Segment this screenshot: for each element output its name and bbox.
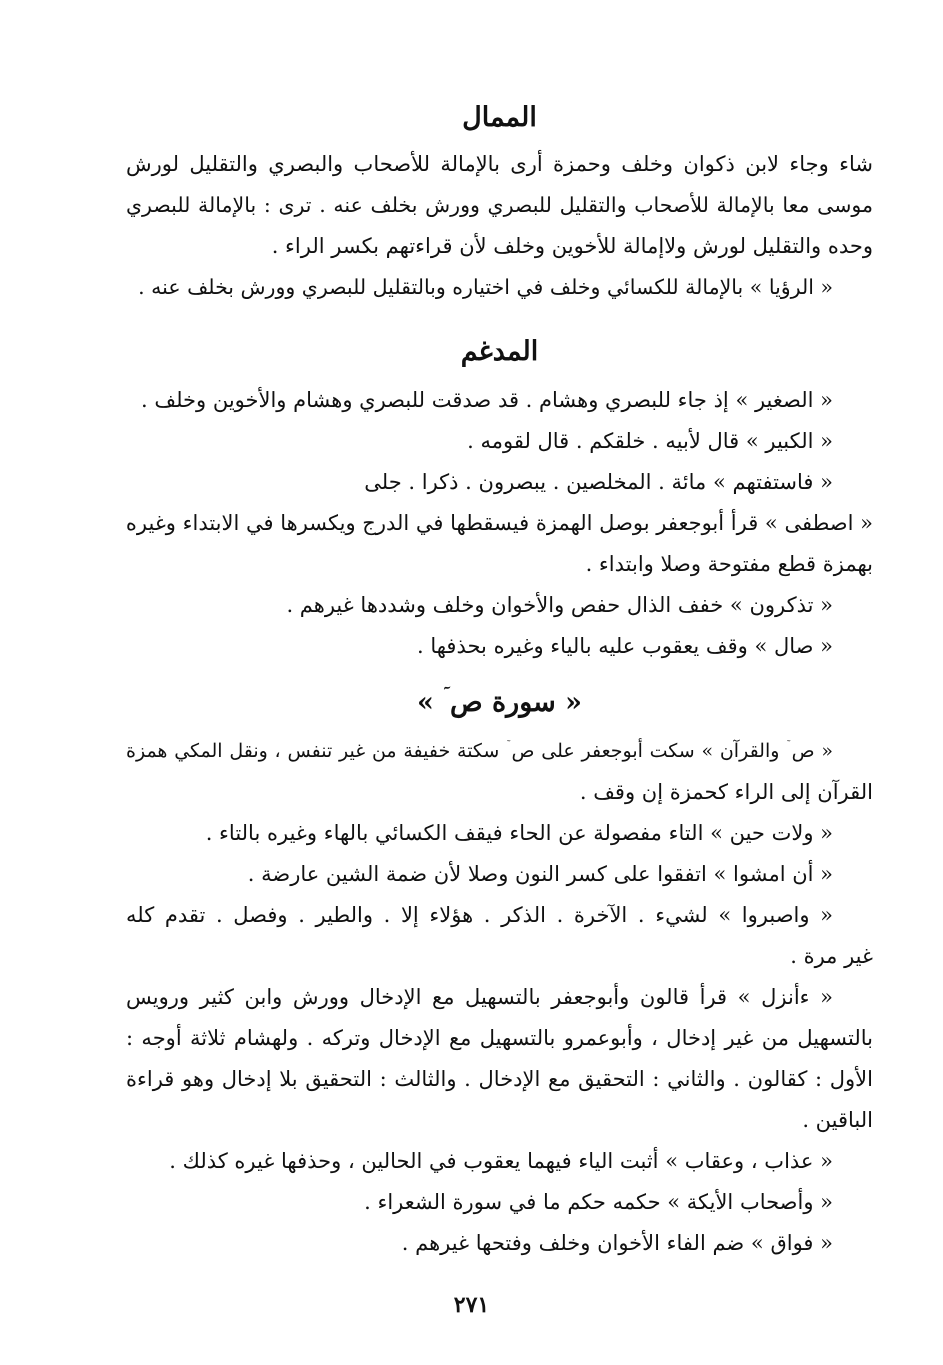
text-line: « ص ۤ والقرآن » سكت أبوجعفر على ص ۤ سكتة خفيفة من غير تنفس ، ونقل المكي همزة: [126, 740, 833, 762]
text-line: « الكبير » قال لأبيه . خلقكم . قال لقومه .: [467, 429, 833, 453]
text-line: « واصبروا » لشيء . الآخرة . الذكر . هؤلاء إلا . والطير . وفصل . تقدم كله: [126, 903, 833, 927]
text-line: « الرؤيا » بالإمالة للكسائي وخلف في اختياره وبالتقليل للبصري وورش بخلف عنه .: [138, 275, 833, 299]
text-line: « عذاب ، وعقاب » أثبت الياء فيهما يعقوب في الحالين ، وحذفها غيره كذلك .: [169, 1149, 833, 1173]
section-title-mumal: الممال: [462, 102, 537, 133]
page-number: ٢٧١: [453, 1292, 490, 1318]
text-line: « فاستفتهم » مائة . المخلصين . يبصرون . ذكرا . جلى: [364, 470, 833, 494]
text-line: « ولات حين » التاء مفصولة عن الحاء فيقف الكسائي بالهاء وغيره بالتاء .: [205, 821, 833, 845]
text-line: « فواق » ضم الفاء الأخوان وخلف وفتحها غيرهم .: [401, 1231, 833, 1255]
text-line: « تذكرون » خفف الذال حفص والأخوان وخلف وشددها غيرهم .: [286, 593, 833, 617]
section-title-mudgham: المدغم: [460, 336, 539, 367]
section-title-surat-sad: « سورة ص ۤ »: [416, 687, 583, 718]
text-line: الأول : كقالون . والثاني : التحقيق مع الإدخال . والثالث : التحقيق بلا إدخال وهو قراءة: [126, 1067, 873, 1091]
text-line: « وأصحاب الأيكة » حكمه حكم ما في سورة الشعراء .: [364, 1190, 833, 1214]
text-line: القرآن إلى الراء كحمزة إن وقف .: [579, 780, 873, 804]
text-line: موسى معا بالإمالة للأصحاب والتقليل للبصري وورش بخلف عنه . ترى : بالإمالة للبصري: [126, 193, 873, 217]
text-line: وحده والتقليل لورش ولاإمالة للأخوين وخلف لأن قراءتهم بكسر الراء .: [271, 234, 873, 258]
text-line: « أن امشوا » اتفقوا على كسر النون وصلا لأن ضمة الشين عارضة .: [247, 862, 833, 886]
text-line: الباقين .: [802, 1108, 873, 1132]
text-line: « الصغير » إذ جاء للبصري وهشام . قد صدقت للبصري وهشام والأخوين وخلف .: [141, 388, 833, 412]
text-line: بهمزة قطع مفتوحة وصلا وابتداء .: [585, 552, 873, 576]
text-line: شاء وجاء لابن ذكوان وخلف وحمزة أرى بالإمالة للأصحاب والبصري والتقليل لورش: [126, 152, 873, 176]
text-line: « اصطفى » قرأ أبوجعفر بوصل الهمزة فيسقطها في الدرج ويكسرها في الابتداء وغيره: [126, 511, 873, 535]
text-line: « ءأنزل » قرأ قالون وأبوجعفر بالتسهيل مع الإدخال وورش وابن كثير ورويس: [126, 985, 833, 1009]
text-line: غير مرة .: [790, 944, 873, 968]
text-line: بالتسهيل من غير إدخال ، وأبوعمرو بالتسهيل مع الإدخال وتركه . ولهشام ثلاثة أوجه :: [126, 1026, 873, 1050]
text-line: « صال » وقف يعقوب عليه بالياء وغيره بحذفها .: [417, 634, 833, 658]
